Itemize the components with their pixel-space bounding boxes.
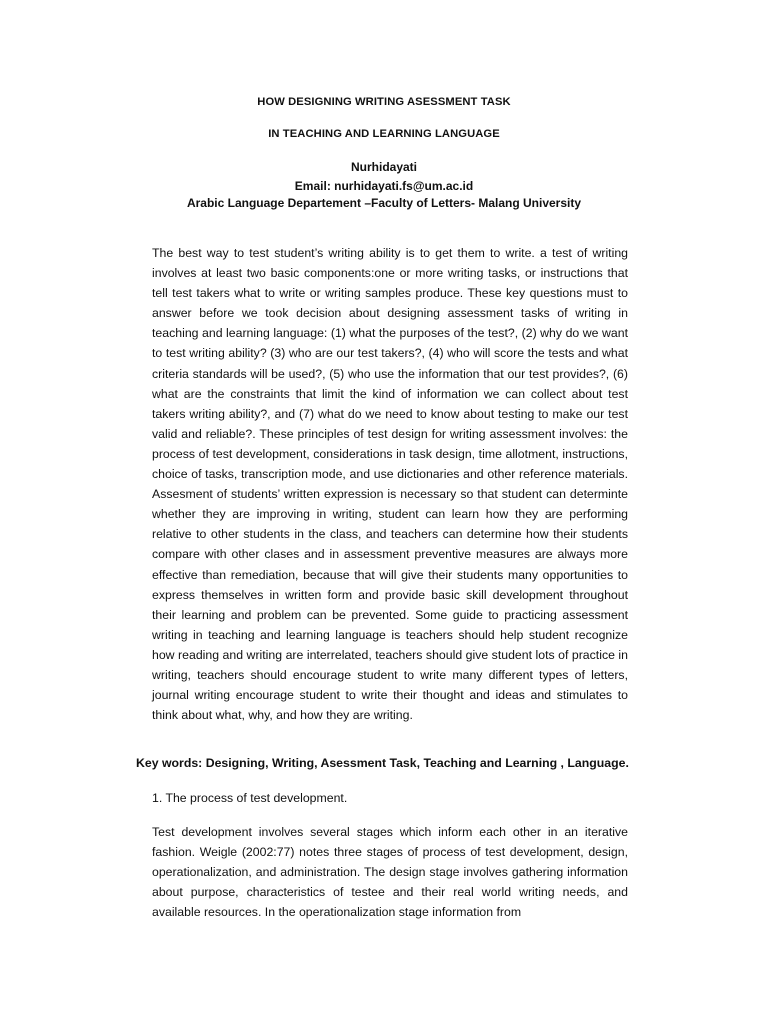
keywords-line: Key words: Designing, Writing, Asessment Task, Teaching and Learning , Language. xyxy=(136,756,629,770)
author-name: Nurhidayati xyxy=(350,160,417,174)
abstract-paragraph: The best way to test student’s writing ability is to get them to write. a test of writing involves at least two basic components:one or more writing tasks, or instructions that tell test takers what to write or writing samples produce. These key questions must to answer before we took decision about designing assessment tasks of writing in teaching and learning language: (1) what the purposes of the test?, (2) why do we want to test writing ability? (3) who are our test takers?, (4) who will score the tests and what criteria standards will be used?, (5) who use the information that our test provides?, (6) what are the constraints that limit the kind of information we can collect about test takers writing ability?, and (7) what do we need to know about testing to make our test valid and reliable?. These principles of test design for writing assessment involves: the process of test development, considerations in task design, time allotment, instructions, choice of tasks, transcription mode, and use dictionaries and other reference materials. Assesment of students’ written expression is necessary so that student can determinte whether they are improving in writing, student can learn how they are performing relative to other students in the class, and teachers can determine how their students compare with other clases and in assessment preventive measures are always more effective than remediation, because that will give their students many opportunities to express themselves in written form and provide basic skill development throughout their learning and problem can be prevented. Some guide to practicing assessment writing in teaching and learning language is teachers should help student recognize how reading and writing are interrelated, teachers should give student lots of practice in writing, teachers should encourage student to write many different types of letters, journal writing encourage student to write their thought and ideas and stimulates to think about what, why, and how they are writing. xyxy=(152,246,628,723)
section-paragraph: Test development involves several stages which inform each other in an iterative fashion. Weigle (2002:77) notes three stages of process of test development, design, operationalization, and administration. The design stage involves gathering information about purpose, characteristics of testee and their real world writing needs, and available resources. In the operationalization stage information from xyxy=(152,825,628,920)
author-email: Email: nurhidayati.fs@um.ac.id xyxy=(294,179,474,193)
author-affiliation: Arabic Language Departement –Faculty of Letters- Malang University xyxy=(186,196,582,210)
paper-title-line-1: HOW DESIGNING WRITING ASESSMENT TASK xyxy=(257,96,511,108)
paper-title-line-2: IN TEACHING AND LEARNING LANGUAGE xyxy=(268,128,500,140)
section-heading: 1. The process of test development. xyxy=(152,791,348,805)
